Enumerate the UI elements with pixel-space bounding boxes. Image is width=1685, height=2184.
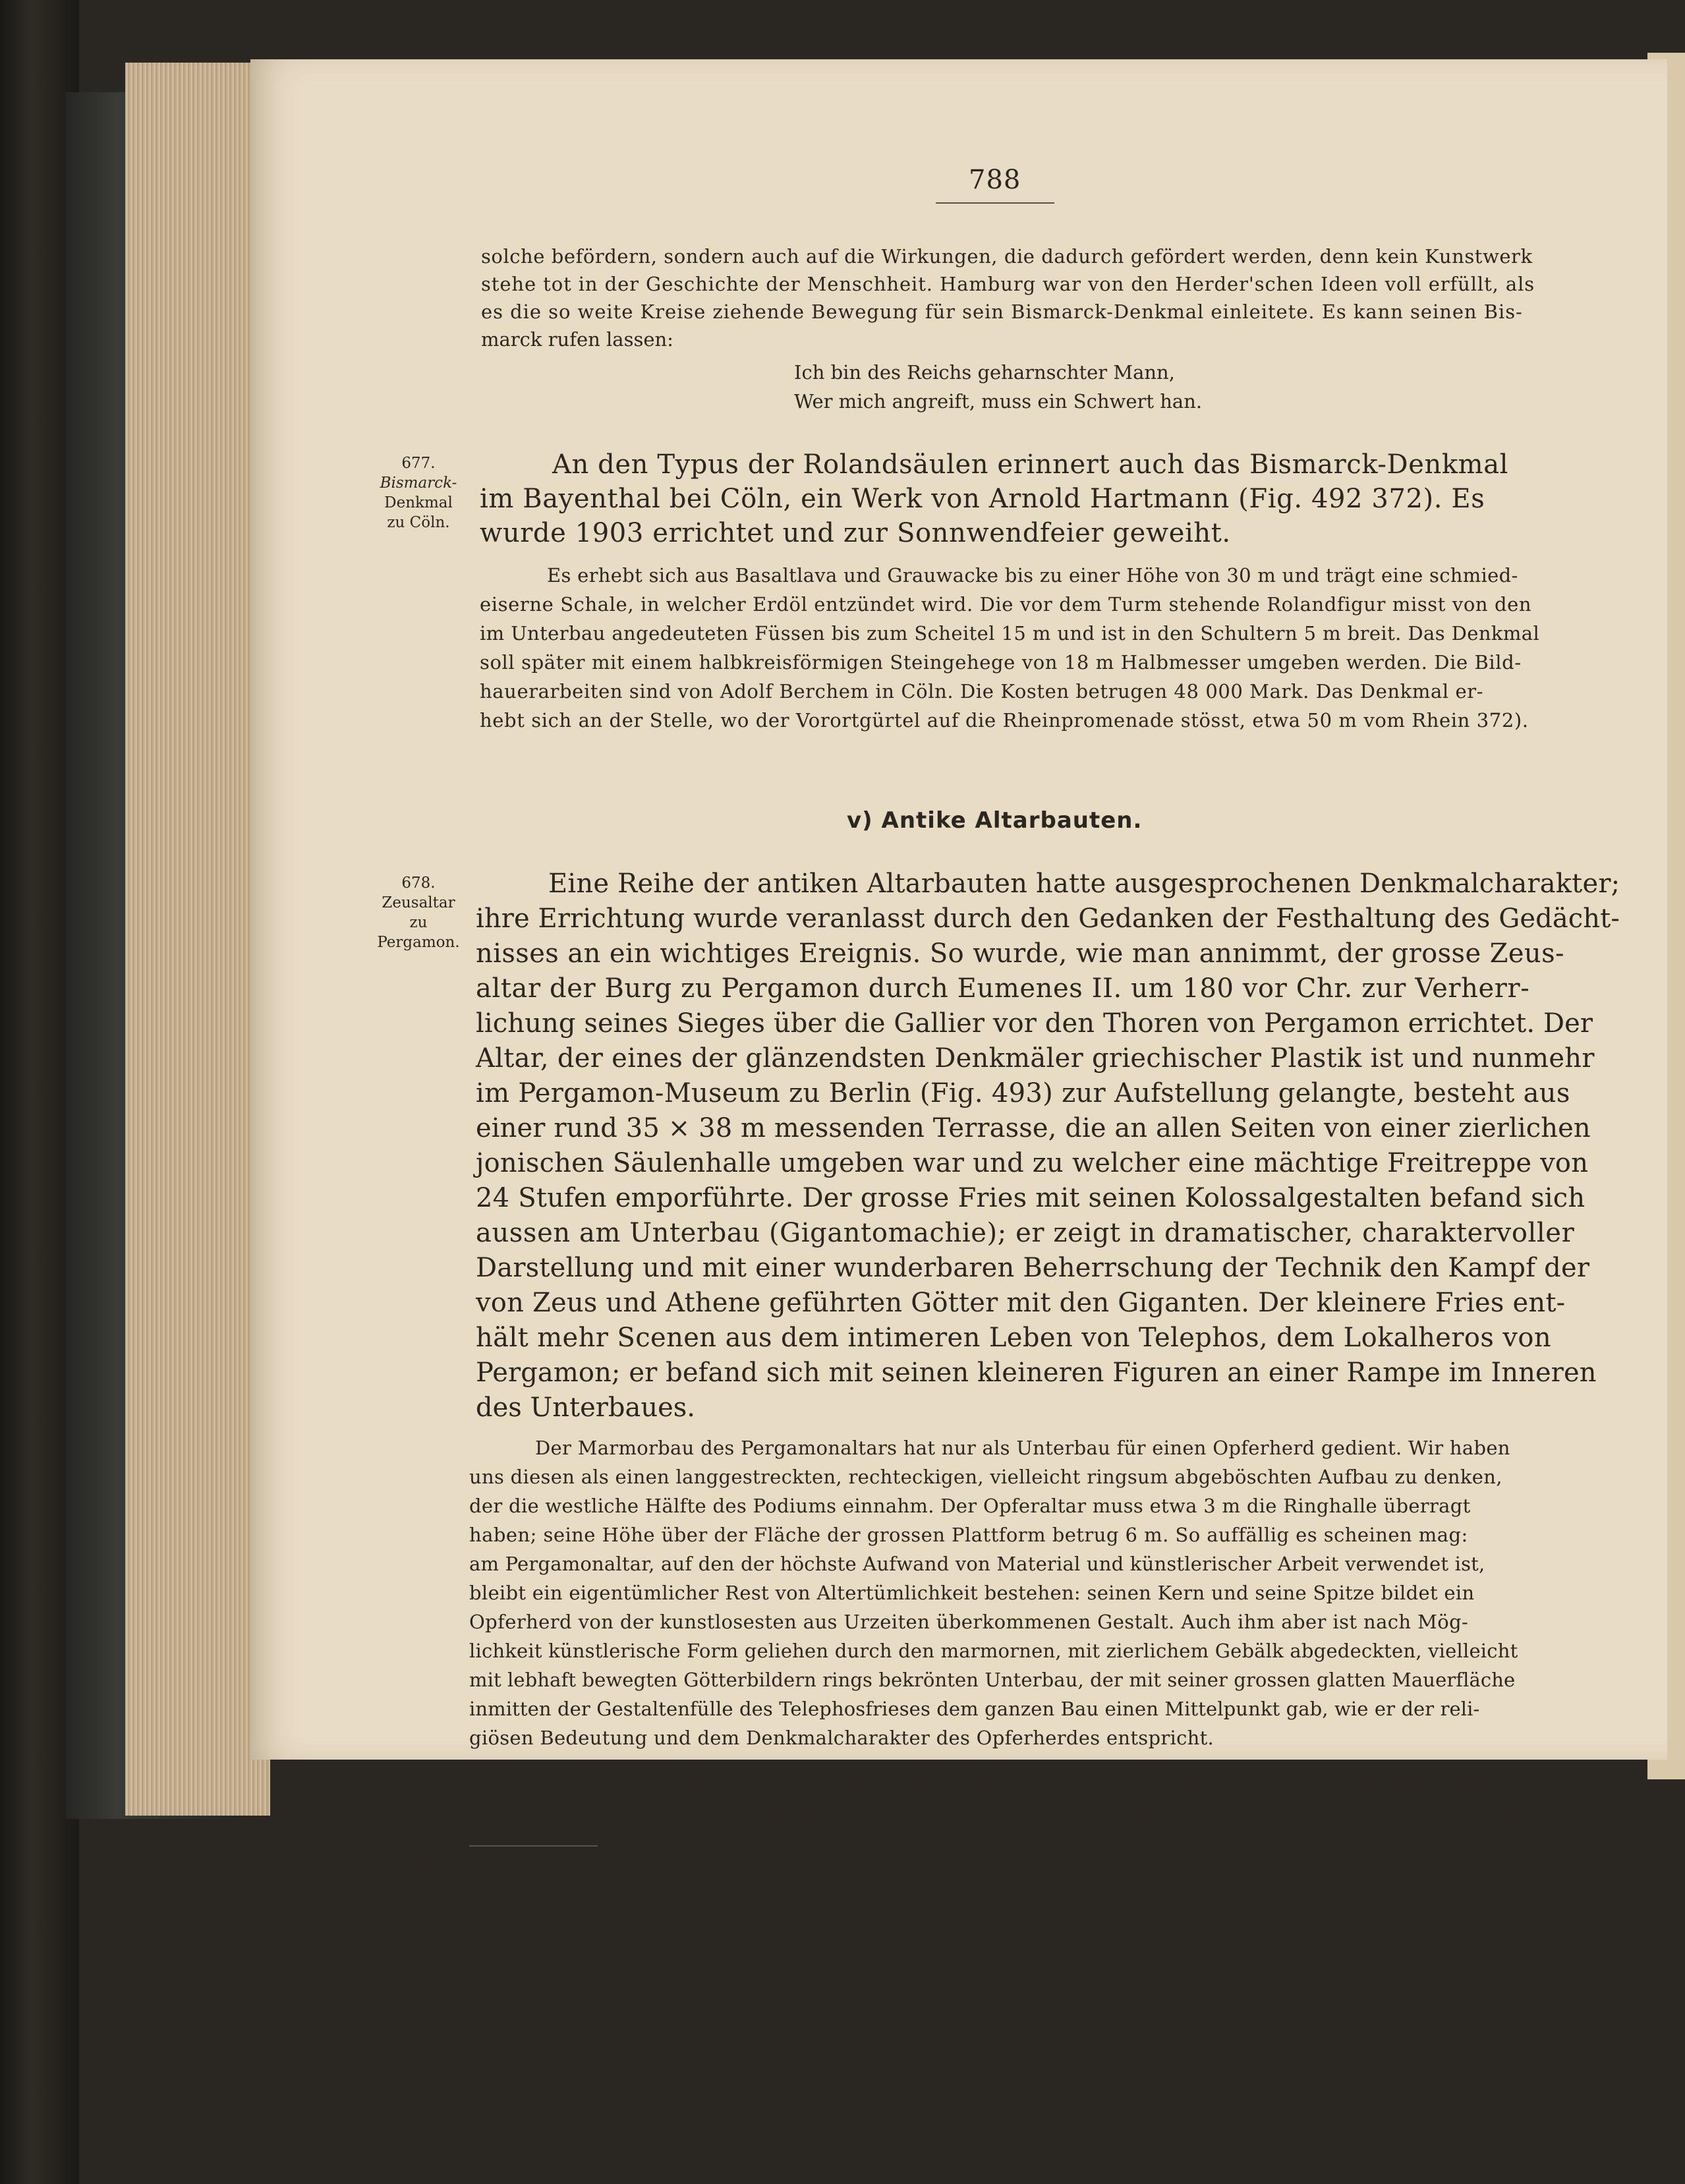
text-line: haben; seine Höhe über der Fläche der grossen Plattform betrug 6 m. So auffällig es scheinen mag:: [469, 1524, 1468, 1546]
text-line: des Unterbaues.: [476, 1393, 695, 1423]
verse-line: Wer mich angreift, muss ein Schwert han.: [794, 390, 1203, 413]
text-line: nisses an ein wichtiges Ereignis. So wurde, wie man annimmt, der grosse Zeus-: [476, 938, 1564, 969]
margin-line: Pergamon.: [377, 934, 460, 951]
text-line: im Unterbau angedeuteten Füssen bis zum Scheitel 15 m und ist in den Schultern 5 m breit. Das Denkmal: [480, 622, 1540, 645]
text-line: hauerarbeiten sind von Adolf Berchem in Cöln. Die Kosten betrugen 48 000 Mark. Das Denkmal er-: [480, 680, 1484, 703]
margin-line: des: [405, 1812, 432, 1829]
margin-note-679: [366, 1771, 471, 1870]
text-line: stehe tot in der Geschichte der Menschheit. Hamburg war von den Herder'schen Ideen voll erfüllt, als: [481, 273, 1535, 295]
text-line: bleibt ein eigentümlicher Rest von Altertümlichkeit bestehen: seinen Kern und seine Spitze bildet ein: [469, 1582, 1475, 1604]
text-line: marck rufen lassen:: [481, 328, 673, 351]
text-line: hebt sich an der Stelle, wo der Vorortgürtel auf die Rheinpromenade stösst, etwa 50 m vom Rhein 372).: [480, 709, 1529, 732]
page-stack-edge: [125, 63, 270, 1816]
text-line: aussen am Unterbau (Gigantomachie); er zeigt in dramatischer, charaktervoller: [476, 1218, 1575, 1248]
text-line: Pergamon; er befand sich mit seinen kleineren Figuren an einer Rampe im Inneren: [476, 1358, 1597, 1388]
text-line: jonischen Säulenhalle umgeben war und zu welcher eine mächtige Freitreppe von: [476, 1148, 1589, 1178]
text-line: Werk der Augusteischen Periode, dessen Freilegung im Jahre 1902 beschlossen wurde.: [465, 1802, 1640, 1833]
margin-line: zu: [409, 914, 428, 931]
margin-note-678: [366, 873, 471, 952]
text-line: inmitten der Gestaltenfülle des Telephosfrieses dem ganzen Bau einen Mittelpunkt gab, wie er der reli-: [469, 1698, 1480, 1720]
text-line: An den Typus der Rolandsäulen erinnert auch das Bismarck-Denkmal: [552, 449, 1509, 480]
text-line: Eine Reihe der antiken Altarbauten hatte ausgesprochenen Denkmalcharakter;: [548, 869, 1620, 899]
text-line: giösen Bedeutung und dem Denkmalcharakter des Opferherdes entspricht.: [469, 1727, 1214, 1749]
text-line: wurde 1903 errichtet und zur Sonnwendfeier geweiht.: [480, 518, 1231, 548]
margin-line: Zeusaltar: [382, 894, 455, 911]
page-number-rule: [936, 202, 1054, 204]
margin-note-677: [366, 453, 471, 532]
section-heading: v) Antike Altarbauten.: [847, 807, 1143, 834]
text-line: Opferherd von der kunstlosesten aus Urzeiten überkommenen Gestalt. Auch ihm aber ist nach Mög-: [469, 1611, 1469, 1633]
text-line: 24 Stufen emporführte. Der grosse Fries mit seinen Kolossalgestalten befand sich: [476, 1183, 1585, 1213]
margin-line: zu Rom.: [387, 1852, 450, 1869]
text-line: einer rund 35 × 38 m messenden Terrasse, die an allen Seiten von einer zierlichen: [476, 1113, 1591, 1143]
text-line: lichung seines Sieges über die Gallier vor den Thoren von Pergamon errichtet. Der: [476, 1008, 1593, 1039]
margin-line: zu Cöln.: [387, 514, 450, 531]
text-line: der die westliche Hälfte des Podiums einnahm. Der Opferaltar muss etwa 3 m die Ringhalle überragt: [469, 1495, 1471, 1517]
footnote-rule: [469, 1845, 598, 1847]
text-line: im Bayenthal bei Cöln, ein Werk von Arnold Hartmann (Fig. 492 372). Es: [480, 484, 1485, 514]
margin-line: Friedensaltar: [366, 1793, 471, 1810]
text-line: lichkeit künstlerische Form geliehen durch den marmornen, mit zierlichem Gebälk abgedeckten, vielleicht: [469, 1640, 1518, 1662]
text-line: uns diesen als einen langgestreckten, rechteckigen, vielleicht ringsum abgeböschten Aufbau zu denken,: [469, 1466, 1502, 1488]
text-line: hält mehr Scenen aus dem intimeren Leben von Telephos, dem Lokalheros von: [476, 1323, 1552, 1353]
page-number: 788: [969, 165, 1021, 195]
text-line: Altar, der eines der glänzendsten Denkmäler griechischer Plastik ist und nunmehr: [476, 1043, 1595, 1074]
text-line: es die so weite Kreise ziehende Bewegung für sein Bismarck-Denkmal einleitete. Es kann seinen Bis-: [481, 301, 1523, 323]
margin-line: 677.: [401, 455, 436, 472]
verse-line: Ich bin des Reichs geharnschter Mann,: [794, 361, 1175, 384]
text-line: »Ein weltgeschichtliches Denkmal ersten Ranges« nennt Petersen das grosse: [535, 1767, 1588, 1798]
margin-line: Denkmal: [384, 494, 453, 511]
footnote: 372) Siehe den Grundriss dieses Denkmales in: Centralbl. d. Bauverw. 1903, S. 506.: [535, 1862, 1255, 1882]
margin-line: Augustus: [382, 1832, 455, 1849]
text-line: von Zeus und Athene geführten Götter mit den Giganten. Der kleinere Fries ent-: [476, 1288, 1566, 1318]
text-line: Der Marmorbau des Pergamonaltars hat nur als Unterbau für einen Opferherd gedient. Wir haben: [535, 1437, 1510, 1459]
margin-line: Bismarck-: [380, 474, 457, 492]
text-line: mit lebhaft bewegten Götterbildern rings bekrönten Unterbau, der mit seiner grossen glatten Mauerfläche: [469, 1669, 1516, 1691]
text-line: im Pergamon-Museum zu Berlin (Fig. 493) zur Aufstellung gelangte, besteht aus: [476, 1078, 1570, 1108]
text-line: soll später mit einem halbkreisförmigen Steingehege von 18 m Halbmesser umgeben werden. Die Bild-: [480, 651, 1522, 674]
margin-line: 679.: [401, 1773, 436, 1790]
text-line: solche befördern, sondern auch auf die Wirkungen, die dadurch gefördert werden, denn kein Kunstwerk: [481, 245, 1533, 268]
text-line: altar der Burg zu Pergamon durch Eumenes II. um 180 vor Chr. zur Verherr-: [476, 973, 1530, 1004]
text-line: Es erhebt sich aus Basaltlava und Grauwacke bis zu einer Höhe von 30 m und trägt eine schmied-: [547, 564, 1518, 587]
text-line: am Pergamonaltar, auf den der höchste Aufwand von Material und künstlerischer Arbeit verwendet ist,: [469, 1553, 1485, 1575]
text-line: Darstellung und mit einer wunderbaren Beherrschung der Technik den Kampf der: [476, 1253, 1590, 1283]
text-line: ihre Errichtung wurde veranlasst durch den Gedanken der Festhaltung des Gedächt-: [476, 904, 1620, 934]
text-line: eiserne Schale, in welcher Erdöl entzündet wird. Die vor dem Turm stehende Rolandfigur misst von den: [480, 593, 1532, 616]
margin-line: 678.: [401, 875, 436, 892]
